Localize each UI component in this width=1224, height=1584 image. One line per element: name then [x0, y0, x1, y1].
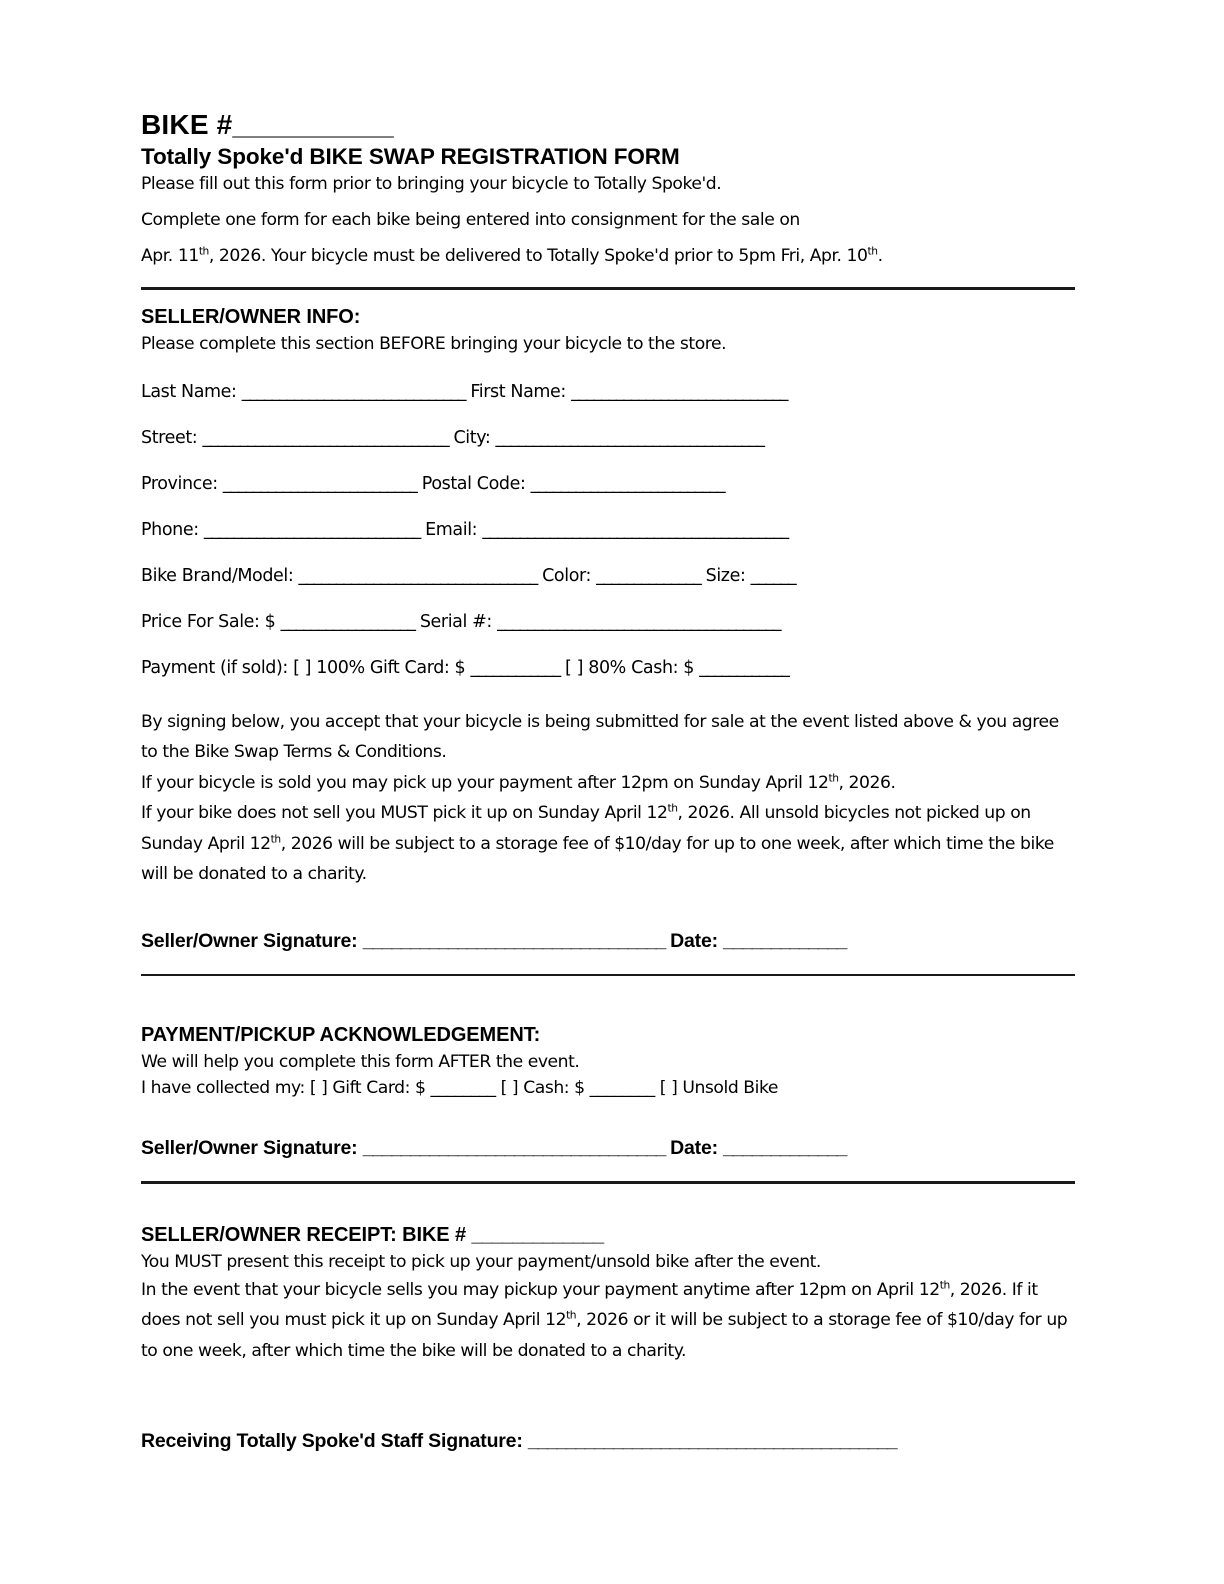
street-label: Street:: [141, 427, 203, 448]
intro-line-1: Please fill out this form prior to bringing your bicycle to Totally Spoke'd.: [141, 174, 722, 194]
signature-date-input-1[interactable]: _____________: [723, 929, 846, 952]
collected-unsold-checkbox[interactable]: [ ]: [654, 1078, 683, 1098]
signature-date-input-2[interactable]: _____________: [723, 1137, 846, 1159]
receipt-bike-number-input[interactable]: _____________: [471, 1223, 604, 1246]
email-input[interactable]: _________________________________________: [482, 519, 788, 540]
payment-label: Payment (if sold):: [141, 657, 294, 678]
payment-ack-subtext: We will help you complete this form AFTER the event.: [141, 1052, 580, 1072]
terms-line-2-part-b: , 2026.: [838, 772, 896, 793]
payment-ack-heading: PAYMENT/PICKUP ACKNOWLEDGEMENT:: [141, 1024, 541, 1046]
bike-brand-label: Bike Brand/Model:: [141, 565, 299, 586]
form-title: Totally Spoke'd BIKE SWAP REGISTRATION FORM: [141, 144, 680, 169]
terms-ordinal-2: th: [667, 801, 678, 815]
city-label: City:: [448, 427, 496, 448]
collected-unsold-label: Unsold Bike: [682, 1078, 778, 1098]
serial-label: Serial #:: [414, 611, 498, 632]
field-row-address: [141, 425, 1076, 451]
first-name-label: First Name:: [465, 381, 572, 402]
collected-cash-label: Cash: $: [523, 1078, 590, 1098]
terms-line-3-part-a: If your bike does not sell you MUST pick it up on Sunday April 12: [141, 803, 668, 823]
terms-paragraph-1: By signing below, you accept that your bicycle is being submitted for sale at the event listed above & you agree to the Bike Swap Terms & Conditions.: [141, 711, 1059, 762]
collected-label: I have collected my:: [141, 1078, 310, 1098]
staff-signature-label: Receiving Totally Spoke'd Staff Signature:: [141, 1430, 528, 1452]
email-label: Email:: [419, 519, 483, 540]
phone-input[interactable]: _____________________________: [203, 519, 420, 540]
receipt-line-2-part-a: In the event that your bicycle sells you may pickup your payment anytime after 12pm on April 12: [141, 1279, 940, 1300]
field-row-name: [141, 379, 1076, 405]
receipt-ordinal-2: th: [566, 1308, 577, 1322]
collected-gift-amount-input[interactable]: ________: [430, 1078, 496, 1098]
collected-gift-label: Gift Card: $: [332, 1078, 431, 1098]
terms-line-3-part-b: , 2026. All unsold bicycles not picked up on Sunday April 12: [141, 803, 1031, 854]
receipt-line-1: You MUST present this receipt to pick up your payment/unsold bike after the event.: [141, 1251, 821, 1272]
intro-line-3-part-a: Apr. 11: [141, 246, 199, 266]
receipt-line-2: [141, 1275, 1076, 1367]
province-label: Province:: [141, 473, 223, 494]
seller-signature-row-1: [141, 928, 1076, 954]
last-name-input[interactable]: ______________________________: [241, 381, 466, 402]
cash-checkbox[interactable]: [ ]: [559, 657, 589, 678]
seller-signature-input-1[interactable]: ________________________________: [362, 929, 665, 952]
city-input[interactable]: ____________________________________: [495, 427, 764, 448]
province-input[interactable]: __________________________: [222, 473, 417, 494]
receipt-line-2-part-c: , 2026 or it will be subject to a storage fee of $10/day for up to one week, after which time the bike will be donated to a charity.: [141, 1310, 1068, 1361]
cash-amount-input[interactable]: ____________: [699, 657, 789, 678]
field-row-province-postal: [141, 471, 1076, 497]
size-input[interactable]: ______: [750, 565, 796, 586]
receipt-line-2-part-b: , 2026. If it does not sell you must pick it up on Sunday April 12: [141, 1279, 1038, 1330]
collected-cash-checkbox[interactable]: [ ]: [495, 1078, 524, 1098]
size-label: Size:: [700, 565, 751, 586]
bike-number-label: BIKE #: [141, 109, 233, 140]
price-label: Price For Sale: $: [141, 611, 281, 632]
terms-line-3-part-c: , 2026 will be subject to a storage fee of $10/day for up to one week, after which time the bike will be donated to a charity.: [141, 833, 1054, 884]
staff-signature-row: [141, 1428, 1076, 1454]
street-input[interactable]: _________________________________: [202, 427, 449, 448]
field-row-contact: [141, 517, 1076, 543]
terms-line-2-part-a: If your bicycle is sold you may pick up your payment after 12pm on Sunday April 12: [141, 772, 829, 793]
intro-line-2: Complete one form for each bike being entered into consignment for the sale on: [141, 210, 800, 230]
seller-signature-label-2: Seller/Owner Signature:: [141, 1137, 363, 1159]
terms-ordinal-1: th: [828, 770, 839, 784]
bike-number-heading: [141, 108, 1076, 142]
intro-ordinal-1: th: [198, 244, 209, 258]
intro-ordinal-2: th: [867, 244, 878, 258]
signature-date-label-1: Date:: [664, 929, 724, 952]
postal-code-input[interactable]: __________________________: [530, 473, 725, 494]
gift-card-amount-input[interactable]: ____________: [470, 657, 560, 678]
collected-row: [141, 1075, 1076, 1101]
collected-gift-checkbox[interactable]: [ ]: [309, 1078, 333, 1098]
seller-signature-label-1: Seller/Owner Signature:: [141, 929, 363, 952]
gift-card-label: 100% Gift Card: $: [316, 657, 471, 678]
first-name-input[interactable]: _____________________________: [571, 381, 788, 402]
collected-cash-amount-input[interactable]: ________: [589, 1078, 655, 1098]
price-input[interactable]: __________________: [280, 611, 415, 632]
serial-input[interactable]: ______________________________________: [497, 611, 781, 632]
receipt-heading-label: SELLER/OWNER RECEIPT: BIKE #: [141, 1223, 472, 1246]
terms-line-3: [141, 798, 1076, 890]
field-row-payment-choice: [141, 655, 1076, 681]
gift-card-checkbox[interactable]: [ ]: [293, 657, 317, 678]
terms-line-2: [141, 768, 1076, 799]
signature-date-label-2: Date:: [664, 1137, 724, 1159]
field-row-price-serial: [141, 609, 1076, 635]
bike-number-blank[interactable]: ___________: [232, 109, 393, 140]
receipt-heading: [141, 1222, 1076, 1249]
terms-ordinal-3: th: [270, 831, 281, 845]
last-name-label: Last Name:: [141, 381, 242, 402]
color-input[interactable]: ______________: [596, 565, 701, 586]
document-content: [141, 108, 1076, 1454]
receipt-ordinal-1: th: [939, 1277, 950, 1291]
seller-signature-row-2: [141, 1135, 1076, 1161]
phone-label: Phone:: [141, 519, 204, 540]
seller-signature-input-2[interactable]: ________________________________: [362, 1137, 665, 1159]
color-label: Color:: [536, 565, 597, 586]
intro-line-3-part-c: .: [877, 246, 883, 266]
field-row-bike-details: [141, 563, 1076, 589]
staff-signature-input[interactable]: _______________________________________: [527, 1430, 897, 1452]
postal-code-label: Postal Code:: [416, 473, 531, 494]
cash-label: 80% Cash: $: [588, 657, 700, 678]
intro-line-3-part-b: , 2026. Your bicycle must be delivered to Totally Spoke'd prior to 5pm Fri, Apr. 10: [208, 246, 868, 266]
seller-info-heading: SELLER/OWNER INFO:: [141, 305, 361, 328]
bike-brand-input[interactable]: ________________________________: [298, 565, 537, 586]
seller-info-subtext: Please complete this section BEFORE bringing your bicycle to the store.: [141, 333, 727, 354]
intro-line-3: [141, 243, 1076, 269]
